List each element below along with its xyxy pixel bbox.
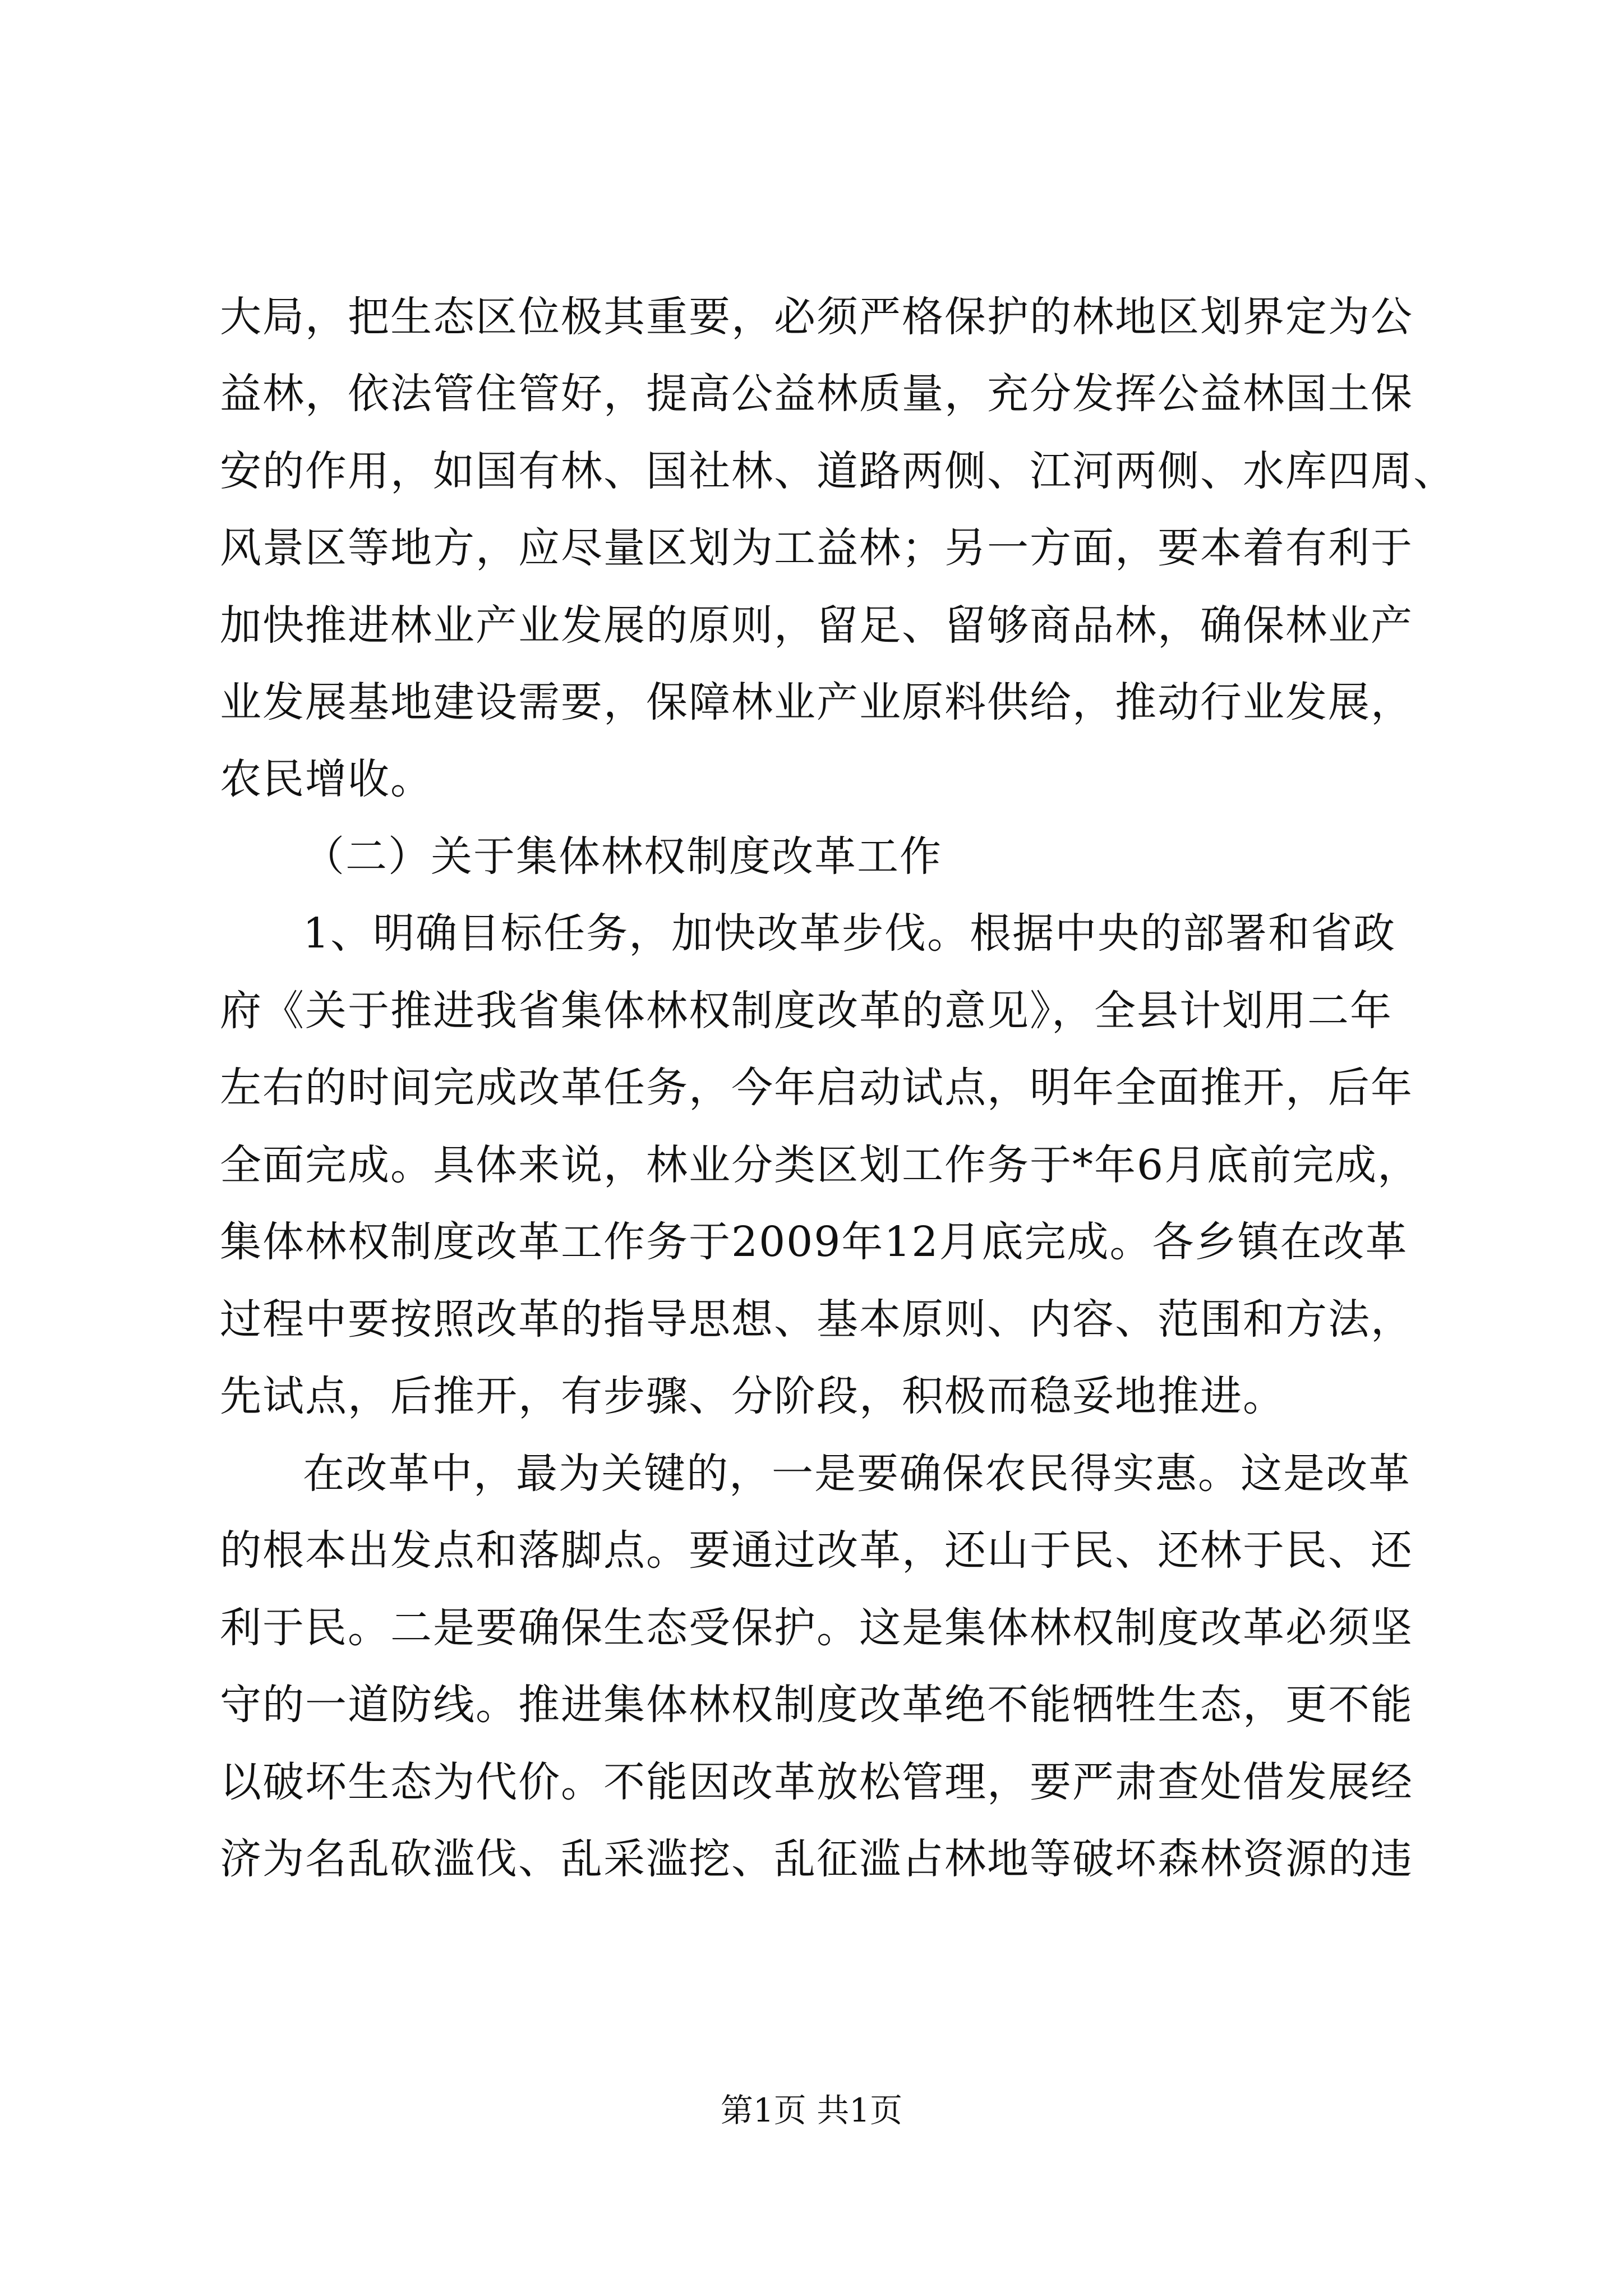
body-line: 左右的时间完成改革任务，今年启动试点，明年全面推开，后年: [220, 1064, 1413, 1112]
body-line: 的根本出发点和落脚点。要通过改革，还山于民、还林于民、还: [220, 1526, 1413, 1575]
body-line: 安的作用，如国有林、国社林、道路两侧、江河两侧、水库四周、: [220, 447, 1456, 495]
body-line: 全面完成。具体来说，林业分类区划工作务于*年6月底前完成，: [220, 1141, 1421, 1189]
body-line: 过程中要按照改革的指导思想、基本原则、内容、范围和方法，: [220, 1295, 1413, 1343]
body-line: 在改革中，最为关键的，一是要确保农民得实惠。这是改革: [303, 1450, 1411, 1498]
body-line: 以破坏生态为代价。不能因改革放松管理，要严肃查处借发展经: [220, 1758, 1413, 1806]
body-line: 集体林权制度改革工作务于2009年12月底完成。各乡镇在改革: [220, 1218, 1408, 1266]
body-line: 府《关于推进我省集体林权制度改革的意见》，全县计划用二年: [220, 987, 1393, 1035]
body-line: 1、明确目标任务，加快改革步伐。根据中央的部署和省政: [303, 909, 1396, 958]
section-heading: （二）关于集体林权制度改革工作: [303, 832, 942, 881]
body-line: 利于民。二是要确保生态受保护。这是集体林权制度改革必须坚: [220, 1604, 1413, 1652]
body-line: 守的一道防线。推进集体林权制度改革绝不能牺牲生态，更不能: [220, 1681, 1413, 1729]
body-line: 益林，依法管住管好，提高公益林质量，充分发挥公益林国土保: [220, 370, 1413, 418]
page-number: 第1页 共1页: [720, 2091, 903, 2129]
body-line: 农民增收。: [220, 755, 433, 803]
body-line: 业发展基地建设需要，保障林业产业原料供给，推动行业发展，: [220, 678, 1413, 726]
body-line: 风景区等地方，应尽量区划为工益林；另一方面，要本着有利于: [220, 524, 1413, 572]
body-line: 大局，把生态区位极其重要，必须严格保护的林地区划界定为公: [220, 293, 1413, 341]
body-line: 先试点，后推开，有步骤、分阶段，积极而稳妥地推进。: [220, 1372, 1285, 1420]
body-line: 加快推进林业产业发展的原则，留足、留够商品林，确保林业产: [220, 601, 1413, 650]
body-line: 济为名乱砍滥伐、乱采滥挖、乱征滥占林地等破坏森林资源的违: [220, 1835, 1413, 1883]
